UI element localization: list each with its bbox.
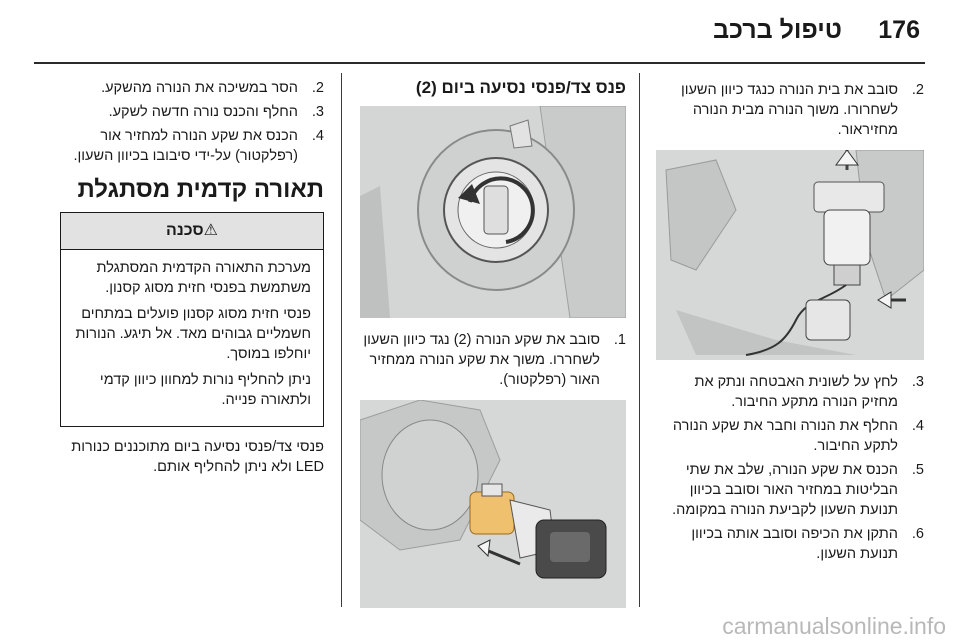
step-number: 5. xyxy=(911,462,924,478)
watermark: carmanualsonline.info xyxy=(722,613,946,639)
right-steps-top xyxy=(654,80,924,140)
danger-body xyxy=(61,250,323,426)
header-rule xyxy=(34,62,925,64)
warning-triangle-icon: ⚠ xyxy=(203,222,218,239)
step-text: סובב את שקע הנורה (2) נגד כיוון השעון לשחררו. משוך את שקע הנורה ממחזיר האור (רפלקטור). xyxy=(363,332,600,388)
step-number: 3. xyxy=(311,104,324,120)
danger-box xyxy=(60,212,324,427)
step-item xyxy=(60,78,324,98)
danger-paragraph: ניתן להחליף נורות למחוון כיוון קדמי ולתאורה פנייה. xyxy=(99,372,311,408)
column-divider-left xyxy=(341,73,342,607)
column-divider-right xyxy=(639,73,640,607)
middle-column xyxy=(356,78,626,620)
step-item xyxy=(654,416,924,456)
figure-bulb-removal xyxy=(360,400,626,608)
section-title-adaptive-lighting: תאורה קדמית מסתגלת xyxy=(77,176,324,203)
step-text: החלף והכנס נורה חדשה לשקע. xyxy=(108,104,298,120)
step-item xyxy=(60,102,324,122)
step-item xyxy=(356,330,626,390)
middle-steps xyxy=(356,330,626,390)
step-text: לחץ על לשונית האבטחה ונתק את מחזיק הנורה מתקע החיבור. xyxy=(694,374,898,410)
step-item xyxy=(654,524,924,564)
step-text: הכנס את שקע הנורה למחזיר אור (רפלקטור) על-ידי סיבובו בכיוון השעון. xyxy=(73,128,298,164)
danger-paragraph: מערכת התאורה הקדמית המסתגלת משתמשת בפנסי חזית מסוג קסנון. xyxy=(96,260,311,296)
step-text: הכנס את שקע הנורה, שלב את שתי הבליטות במחזיר האור וסובב בכיוון תנועת השעון לקביעת הנורה במקומה. xyxy=(672,462,898,518)
side-light-socket-illustration xyxy=(360,106,626,318)
step-item xyxy=(654,80,924,140)
step-item xyxy=(60,126,324,166)
figure-headlamp-bulb xyxy=(656,150,924,360)
step-number: 3. xyxy=(911,374,924,390)
step-item xyxy=(654,460,924,520)
step-text: החלף את הנורה וחבר את שקע הנורה לתקע החיבור. xyxy=(672,418,898,454)
step-text: הסר במשיכה את הנורה מהשקע. xyxy=(101,80,298,96)
step-number: 1. xyxy=(613,332,626,348)
led-note: פנסי צד/פנסי נסיעה ביום מתוכננים כנורות LED ולא ניתן להחליף אותם. xyxy=(71,439,324,475)
danger-title: סכנה xyxy=(166,222,204,239)
danger-paragraph: פנסי חזית מסוג קסנון פועלים במתחים חשמליים גבוהים מאד. אל תיגע. הנורות יוחלפו במוסך. xyxy=(75,306,311,362)
section-title-side-lights: פנס צד/פנסי נסיעה ביום (2) xyxy=(415,78,626,97)
step-number: 2. xyxy=(911,82,924,98)
step-text: התקן את הכיפה וסובב אותה בכיוון תנועת השעון. xyxy=(691,526,898,562)
left-steps xyxy=(60,78,324,166)
left-column xyxy=(60,78,324,477)
figure-side-light-socket xyxy=(360,106,626,318)
bulb-removal-illustration xyxy=(360,400,626,608)
page-number: 176 xyxy=(878,16,920,44)
step-number: 4. xyxy=(911,418,924,434)
right-steps-bottom xyxy=(654,372,924,564)
right-column xyxy=(654,80,924,568)
step-text: סובב את בית הנורה כנגד כיוון השעון לשחרורו. משוך הנורה מבית הנורה מחזיראור. xyxy=(680,82,898,138)
step-number: 2. xyxy=(311,80,324,96)
page-title: טיפול ברכב xyxy=(713,16,842,44)
step-item xyxy=(654,372,924,412)
step-number: 4. xyxy=(311,128,324,144)
headlamp-bulb-illustration xyxy=(656,150,924,360)
step-number: 6. xyxy=(911,526,924,542)
danger-header xyxy=(61,213,323,250)
